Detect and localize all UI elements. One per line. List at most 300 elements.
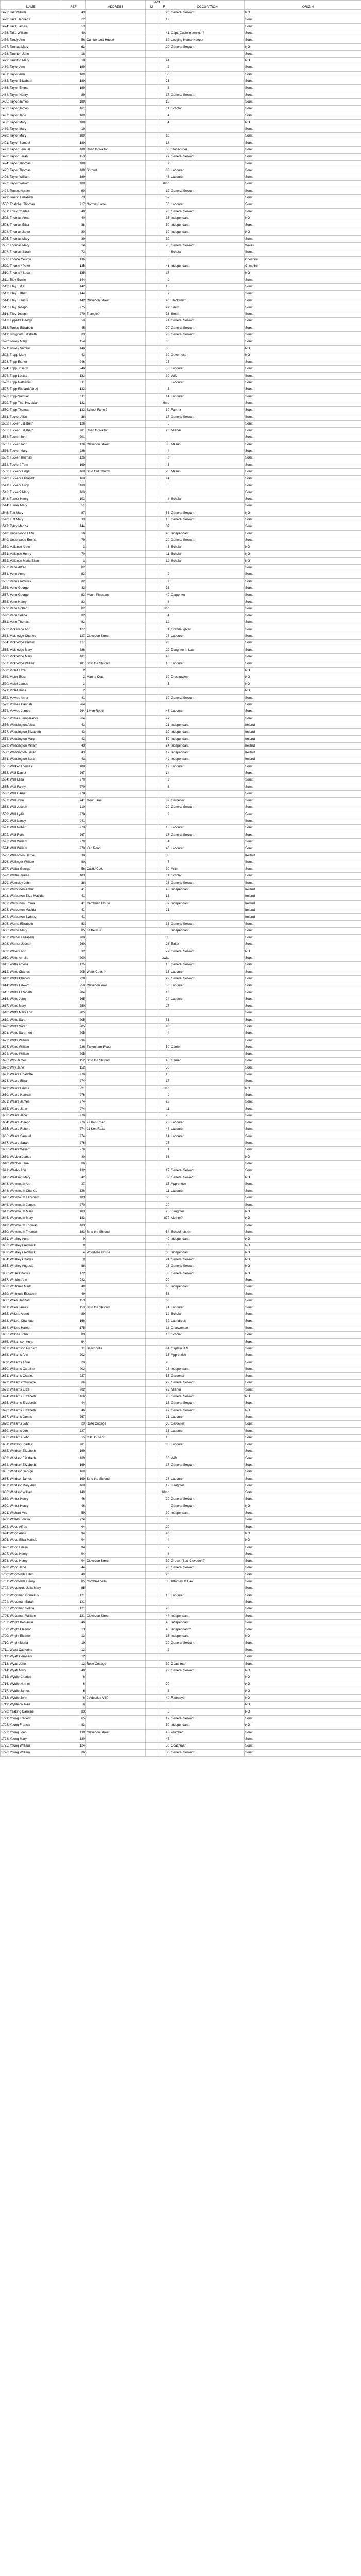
cell-name: 1724: Young Mary (1, 1736, 61, 1742)
table-row (1, 1702, 361, 1708)
cell-m (146, 270, 158, 277)
cell-name: 1499: Teulon Elizabeth (1, 195, 61, 201)
cell-f: 23 (158, 1366, 170, 1372)
table-row (1, 1386, 361, 1393)
cell-occupation (170, 133, 245, 140)
cell-origin: Somt. (245, 763, 361, 770)
cell-name: 1612: Watts Charles (1, 969, 61, 975)
cell-origin: Somt. (245, 1304, 361, 1311)
cell-ref: 51 (61, 503, 86, 510)
cell-address (86, 1140, 146, 1146)
table-row (1, 887, 361, 893)
cell-name: 1522: Trapp Mary (1, 352, 61, 359)
table-row (1, 489, 361, 496)
cell-m (146, 633, 158, 640)
table-row (1, 1736, 361, 1742)
cell-origin: Somt. (245, 420, 361, 427)
cell-m (146, 297, 158, 304)
cell-m (146, 455, 158, 462)
cell-occupation (170, 1030, 245, 1037)
table-row (1, 681, 361, 688)
cell-address (86, 681, 146, 688)
cell-ref: 270 (61, 811, 86, 818)
cell-origin: Somt. (245, 1558, 361, 1565)
cell-occupation: Smith (170, 311, 245, 318)
table-row (1, 229, 361, 235)
cell-ref: 83 (61, 1722, 86, 1729)
cell-m (146, 1414, 158, 1420)
cell-ref: 160 (61, 482, 86, 489)
cell-m (146, 1037, 158, 1044)
cell-ref: 27 (61, 1181, 86, 1188)
cell-address (86, 1523, 146, 1530)
cell-m (146, 640, 158, 647)
cell-ref: 201 (61, 428, 86, 434)
cell-f: 27 (158, 1003, 170, 1010)
cell-occupation (170, 1106, 245, 1112)
cell-ref: 127 (61, 626, 86, 633)
cell-origin: NO (245, 1263, 361, 1270)
cell-origin: Somt. (245, 1743, 361, 1750)
cell-name: 1661: Wiles James (1, 1304, 61, 1311)
cell-f: 3 (158, 681, 170, 688)
cell-m (146, 715, 158, 722)
cell-f (158, 503, 170, 510)
cell-name: 1697: Wood Henry (1, 1551, 61, 1557)
table-row (1, 448, 361, 455)
cell-f: 48 (158, 1126, 170, 1133)
cell-name: 1702: Woodforde Julia Mary (1, 1585, 61, 1592)
cell-ref: 201 (61, 434, 86, 441)
cell-origin: Ireland (245, 907, 361, 913)
cell-address (86, 1291, 146, 1297)
table-row (1, 1099, 361, 1106)
cell-m (146, 879, 158, 886)
cell-ref: 20 (61, 1359, 86, 1366)
cell-ref: 135 (61, 270, 86, 277)
cell-occupation: Scholar (170, 496, 245, 503)
cell-m (146, 1195, 158, 1201)
cell-origin: Somt. (245, 304, 361, 311)
cell-m (146, 468, 158, 475)
cell-f: 17 (158, 1715, 170, 1722)
cell-origin: Somt. (245, 1297, 361, 1304)
table-row (1, 496, 361, 503)
cell-f: 8 (158, 256, 170, 263)
table-row (1, 1455, 361, 1462)
cell-origin: Somt. (245, 1195, 361, 1201)
cell-name: 1518: Tombs Elizabeth (1, 325, 61, 331)
cell-origin: Somt. (245, 1448, 361, 1455)
table-row (1, 1393, 361, 1400)
cell-ref: 169 (61, 1455, 86, 1462)
cell-address (86, 126, 146, 133)
cell-name: 1520: Towey Mary (1, 338, 61, 345)
cell-name: 1690: Winter Henry (1, 1503, 61, 1510)
cell-occupation: Labourer (170, 201, 245, 208)
cell-m (146, 1530, 158, 1537)
cell-occupation (170, 386, 245, 393)
cell-f: 30 (158, 1455, 170, 1462)
table-row (1, 1688, 361, 1694)
cell-m (146, 900, 158, 907)
cell-address (86, 434, 146, 441)
cell-occupation (170, 1023, 245, 1030)
table-row (1, 1201, 361, 1208)
cell-ref: 85 (61, 1578, 86, 1585)
cell-f: 50 (158, 71, 170, 78)
table-row (1, 1421, 361, 1428)
cell-occupation: Independant (170, 927, 245, 934)
cell-ref: 103 (61, 496, 86, 503)
cell-name: 1534: Tucker John (1, 434, 61, 441)
cell-origin: Somt. (245, 1442, 361, 1448)
cell-occupation: Labourer (170, 982, 245, 989)
cell-address (86, 283, 146, 290)
cell-f (158, 1160, 170, 1167)
cell-occupation: Scholar (170, 551, 245, 557)
cell-occupation (170, 1092, 245, 1098)
table-row (1, 1647, 361, 1653)
cell-m (146, 434, 158, 441)
table-row (1, 701, 361, 708)
table-row (1, 750, 361, 756)
cell-ref: 270 (61, 777, 86, 784)
cell-occupation: Independant (170, 1633, 245, 1640)
cell-m (146, 1688, 158, 1694)
cell-occupation (170, 1222, 245, 1229)
cell-m (146, 1400, 158, 1407)
cell-occupation: General Servant (170, 208, 245, 215)
cell-occupation: General Servant (170, 1667, 245, 1674)
cell-f: 20 (158, 1640, 170, 1647)
cell-m (146, 1373, 158, 1380)
table-row (1, 208, 361, 215)
cell-name: 1698: Wood Henry (1, 1558, 61, 1565)
cell-occupation (170, 1078, 245, 1085)
table-row (1, 58, 361, 64)
cell-name: 1672: Williams Charlotte (1, 1380, 61, 1386)
cell-origin: Somt. (245, 1592, 361, 1599)
cell-f: 11 (158, 873, 170, 879)
cell-occupation: Independant (170, 729, 245, 736)
cell-name: 1588: Wall Joseph (1, 804, 61, 811)
cell-ref: 276 (61, 1072, 86, 1078)
cell-m (146, 1496, 158, 1503)
cell-name: 1527: Tripp Richard Alfred (1, 386, 61, 393)
cell-occupation (170, 914, 245, 921)
table-row (1, 1400, 361, 1407)
cell-f: 30 (158, 1750, 170, 1756)
cell-occupation: General Servant (170, 804, 245, 811)
cell-f: 22 (158, 975, 170, 982)
cell-name: 1682: Windsor Elizabeth (1, 1448, 61, 1455)
cell-ref: 132 (61, 407, 86, 414)
table-row (1, 1592, 361, 1599)
cell-f: 3 (158, 386, 170, 393)
cell-origin: Somt. (245, 1051, 361, 1058)
cell-ref: 160 (61, 476, 86, 482)
cell-address: Road to Walton (86, 146, 146, 153)
cell-address (86, 756, 146, 763)
cell-m (146, 1729, 158, 1736)
cell-m (146, 1099, 158, 1106)
cell-ref: 265 (61, 996, 86, 1003)
cell-m (146, 873, 158, 879)
cell-occupation (170, 482, 245, 489)
cell-m (146, 1654, 158, 1660)
cell-address (86, 921, 146, 927)
cell-address (86, 23, 146, 30)
cell-origin: Somt. (245, 1181, 361, 1188)
cell-f: 7 (158, 859, 170, 866)
table-row (1, 592, 361, 599)
cell-m (146, 1722, 158, 1729)
cell-ref: 42 (61, 352, 86, 359)
cell-name: 1622: Watts William (1, 1037, 61, 1044)
cell-f: 20 (158, 1523, 170, 1530)
cell-address (86, 832, 146, 838)
cell-address (86, 1517, 146, 1523)
cell-address (86, 989, 146, 996)
cell-address (86, 98, 146, 105)
cell-ref: 152 (61, 1064, 86, 1071)
cell-address (86, 304, 146, 311)
cell-occupation: Labourer (170, 380, 245, 386)
cell-address (86, 160, 146, 167)
cell-f: 32 (158, 1318, 170, 1325)
cell-name: 1526: Tripp Nathaniel (1, 380, 61, 386)
cell-f: 84 (158, 1345, 170, 1352)
cell-ref: 43 (61, 722, 86, 728)
cell-occupation: Laundress (170, 1318, 245, 1325)
cell-m (146, 448, 158, 455)
table-row (1, 441, 361, 448)
cell-m (146, 1633, 158, 1640)
cell-occupation (170, 1010, 245, 1016)
cell-f: 36 (158, 345, 170, 352)
cell-f (158, 565, 170, 571)
cell-address (86, 489, 146, 496)
cell-origin: NO (245, 1243, 361, 1249)
cell-m (146, 1544, 158, 1551)
table-row (1, 482, 361, 489)
cell-name: 1664: Wilkins Harriet (1, 1325, 61, 1332)
cell-address (86, 1099, 146, 1106)
cell-occupation: General Servant (170, 154, 245, 160)
cell-address (86, 605, 146, 612)
table-row (1, 845, 361, 852)
cell-name: 1488: Taylor Mary (1, 119, 61, 126)
table-row (1, 16, 361, 23)
cell-f: 10mo (158, 1489, 170, 1496)
cell-origin: NO (245, 1257, 361, 1263)
cell-origin: Ireland (245, 742, 361, 749)
cell-address (86, 1181, 146, 1188)
cell-occupation: Independant (170, 1722, 245, 1729)
cell-m (146, 201, 158, 208)
cell-f: 73 (158, 311, 170, 318)
cell-name: 1676: Williams Elizabeth (1, 1407, 61, 1414)
cell-origin: NO (245, 1702, 361, 1708)
cell-f (158, 701, 170, 708)
cell-ref: 64 (61, 1338, 86, 1345)
cell-address (86, 1085, 146, 1092)
table-row (1, 935, 361, 941)
cell-name: 1665: Wilkins John E (1, 1332, 61, 1338)
cell-address: St to the Shroud (86, 1304, 146, 1311)
cell-origin: Somt. (245, 1715, 361, 1722)
cell-origin: Somt. (245, 468, 361, 475)
cell-m (146, 208, 158, 215)
cell-f: 27 (158, 715, 170, 722)
cell-address (86, 1633, 146, 1640)
cell-address (86, 1551, 146, 1557)
cell-origin: Somt. (245, 838, 361, 845)
cell-f: 30 (158, 1517, 170, 1523)
cell-occupation: General Servant (170, 1750, 245, 1756)
cell-name: 1505: Thomas Mary (1, 235, 61, 242)
cell-f: 21 (158, 318, 170, 325)
cell-origin: Somt. (245, 1133, 361, 1140)
cell-ref: 110 (61, 804, 86, 811)
cell-name: 1673: Williams Eliza (1, 1386, 61, 1393)
cell-ref: 205 (61, 969, 86, 975)
cell-address (86, 613, 146, 619)
cell-address (86, 790, 146, 797)
cell-m (146, 1174, 158, 1181)
cell-address (86, 16, 146, 23)
cell-m (146, 681, 158, 688)
cell-origin: Somt. (245, 1517, 361, 1523)
cell-ref: 270 (61, 845, 86, 852)
cell-ref: 166 (61, 1393, 86, 1400)
table-row (1, 784, 361, 790)
cell-origin: Somt. (245, 380, 361, 386)
cell-m (146, 338, 158, 345)
table-row (1, 235, 361, 242)
cell-ref: 135 (61, 263, 86, 269)
table-row (1, 1085, 361, 1092)
cell-m (146, 1229, 158, 1235)
cell-m (146, 1133, 158, 1140)
cell-name: 1699: Wood Jane (1, 1565, 61, 1571)
cell-f: 60 (158, 1249, 170, 1256)
cell-f (158, 50, 170, 57)
cell-origin: Somt. (245, 1092, 361, 1098)
cell-f: 9 (158, 811, 170, 818)
cell-m (146, 393, 158, 400)
cell-name: 1700: Woodforde Ellen (1, 1571, 61, 1578)
cell-occupation: Gardener (170, 1373, 245, 1380)
cell-name: 1494: Taylor Thomas (1, 160, 61, 167)
table-row (1, 434, 361, 441)
cell-occupation: Labourer (170, 1414, 245, 1420)
table-row (1, 1023, 361, 1030)
cell-m (146, 1263, 158, 1270)
cell-name: 1652: Whalley Frederick (1, 1243, 61, 1249)
cell-ref: 82 (61, 585, 86, 591)
cell-ref: 181 (61, 653, 86, 660)
cell-f: 48 (158, 1619, 170, 1626)
cell-occupation: Labourer (170, 996, 245, 1003)
cell-occupation: Scholar (170, 1332, 245, 1338)
table-row (1, 359, 361, 366)
cell-ref: 88 (61, 1263, 86, 1270)
cell-ref: 227 (61, 1373, 86, 1380)
cell-address (86, 975, 146, 982)
cell-origin: Somt. (245, 1106, 361, 1112)
cell-ref: 49 (61, 1571, 86, 1578)
cell-ref: 183 (61, 1222, 86, 1229)
cell-occupation (170, 571, 245, 578)
cell-m (146, 510, 158, 516)
cell-ref: 224 (61, 1517, 86, 1523)
cell-name: 1694: Wood Anna (1, 1530, 61, 1537)
cell-name: 1683: Windsor Elizabeth (1, 1455, 61, 1462)
cell-name: 1617: Watts Mary (1, 1003, 61, 1010)
cell-ref: 189 (61, 140, 86, 146)
cell-name: 1478: Taunton John (1, 50, 61, 57)
table-row (1, 565, 361, 571)
cell-m (146, 1030, 158, 1037)
cell-occupation (170, 1544, 245, 1551)
cell-m (146, 790, 158, 797)
cell-m (146, 626, 158, 633)
cell-ref: 43 (61, 736, 86, 742)
cell-occupation (170, 23, 245, 30)
cell-occupation (170, 1530, 245, 1537)
cell-f: 30 (158, 935, 170, 941)
cell-address (86, 537, 146, 544)
cell-origin: NO (245, 510, 361, 516)
cell-name: 1528: Tripp Samuel (1, 393, 61, 400)
cell-ref: 43 (61, 729, 86, 736)
cell-f: 35 (158, 215, 170, 222)
cell-occupation: Attorney at Law (170, 1578, 245, 1585)
cell-ref: 241 (61, 818, 86, 825)
cell-ref: 274 (61, 1133, 86, 1140)
cell-origin: Somt. (245, 154, 361, 160)
table-row (1, 1332, 361, 1338)
cell-name: 1502: Thomas Anne (1, 215, 61, 222)
cell-f (158, 1010, 170, 1016)
cell-occupation (170, 701, 245, 708)
cell-m (146, 1167, 158, 1174)
cell-ref: 19 (61, 1640, 86, 1647)
cell-name: 1535: Tucker John (1, 441, 61, 448)
cell-occupation: General Servant (170, 1393, 245, 1400)
cell-occupation: Independant (170, 1284, 245, 1291)
cell-occupation (170, 195, 245, 201)
cell-f: 50 (158, 736, 170, 742)
cell-ref: 94 (61, 1551, 86, 1557)
cell-name: 1696: Wood Emilia (1, 1544, 61, 1551)
cell-name: 1507: Thomas Sarah (1, 249, 61, 256)
cell-occupation: Independant (170, 1619, 245, 1626)
cell-f: 28 (158, 468, 170, 475)
table-row (1, 756, 361, 763)
cell-address (86, 1442, 146, 1448)
cell-address (86, 1277, 146, 1283)
cell-f: 30 (158, 1578, 170, 1585)
cell-ref: 46 (61, 1496, 86, 1503)
table-row (1, 10, 361, 16)
cell-address (86, 30, 146, 37)
cell-origin: NO (245, 270, 361, 277)
cell-m (146, 249, 158, 256)
table-row (1, 1270, 361, 1277)
